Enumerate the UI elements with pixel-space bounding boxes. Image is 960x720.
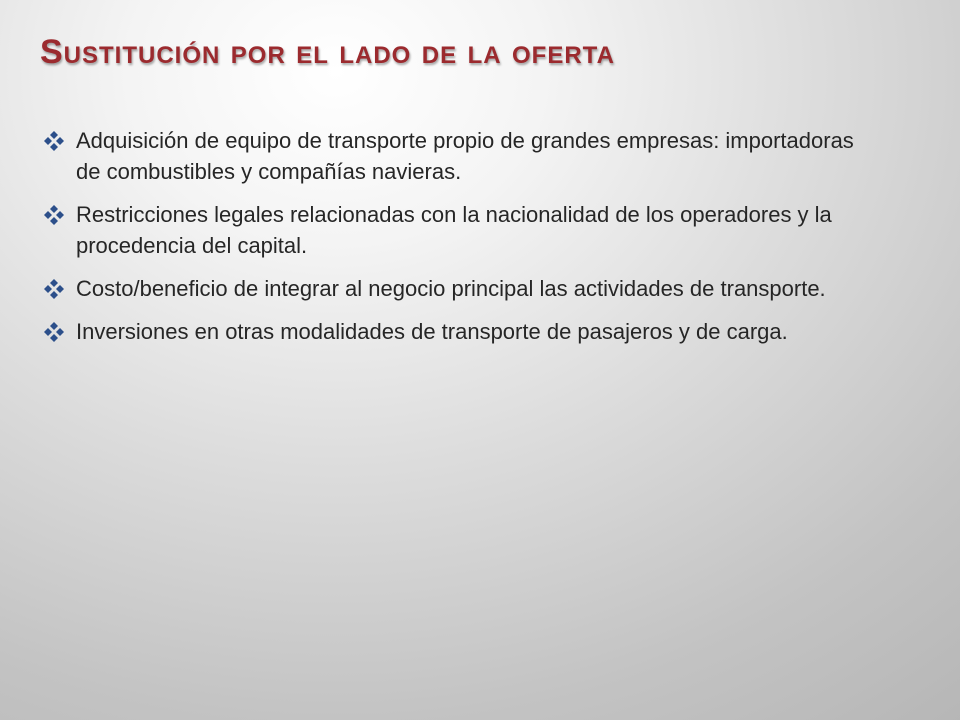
bullet-item xyxy=(44,199,884,261)
bullet-item xyxy=(44,125,884,187)
four-diamond-icon xyxy=(44,279,64,299)
four-diamond-icon xyxy=(44,322,64,342)
bullet-list xyxy=(44,125,884,359)
bullet-text: Costo/beneficio de integrar al negocio principal las actividades de transporte. xyxy=(76,276,826,301)
bullet-text: Inversiones en otras modalidades de transporte de pasajeros y de carga. xyxy=(76,319,788,344)
bullet-text: Restricciones legales relacionadas con la nacionalidad de los operadores y la procedencia del capital. xyxy=(76,202,832,258)
bullet-item xyxy=(44,316,884,347)
four-diamond-icon xyxy=(44,131,64,151)
four-diamond-icon xyxy=(44,205,64,225)
bullet-text: Adquisición de equipo de transporte propio de grandes empresas: importadoras de combustibles y compañías navieras. xyxy=(76,128,854,184)
slide-title: Sustitución por el lado de la oferta xyxy=(40,33,615,71)
bullet-item xyxy=(44,273,884,304)
